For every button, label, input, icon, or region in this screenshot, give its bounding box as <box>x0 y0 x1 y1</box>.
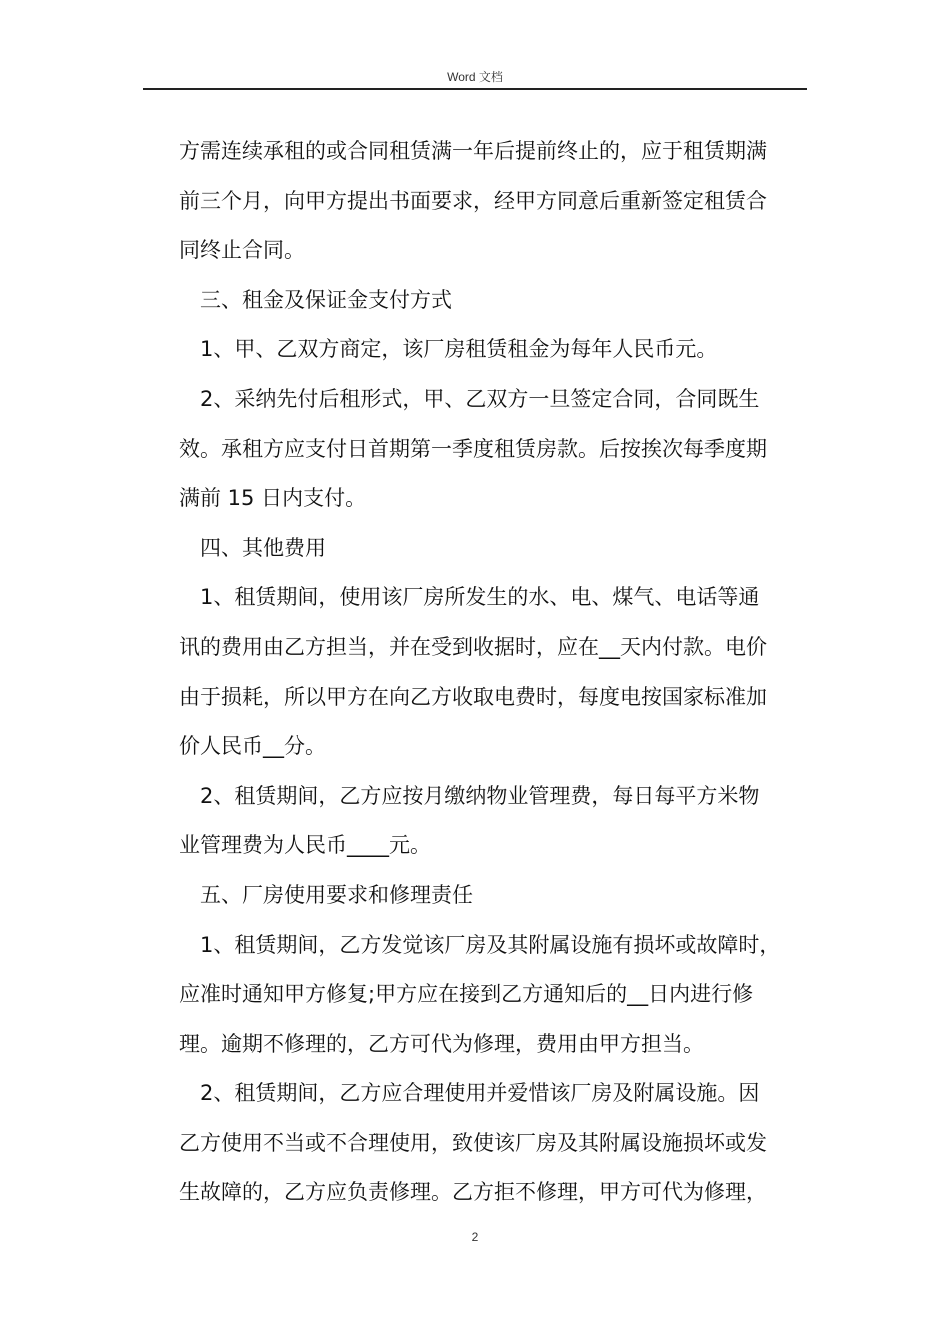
text-line: 前三个月，向甲方提出书面要求，经甲方同意后重新签定租赁合 <box>179 188 767 213</box>
text-line: 2、采纳先付后租形式，甲、乙双方一旦签定合同，合同既生 <box>179 386 760 411</box>
text-line: 业管理费为人民币____元。 <box>179 833 431 858</box>
text-line: 2、租赁期间，乙方应合理使用并爱惜该厂房及附属设施。因 <box>179 1081 760 1106</box>
text-line: 由于损耗，所以甲方在向乙方收取电费时，每度电按国家标准加 <box>179 684 767 709</box>
text-line: 效。承租方应支付日首期第一季度租赁房款。后按挨次每季度期 <box>179 436 767 461</box>
section-heading: 五、厂房使用要求和修理责任 <box>179 882 473 907</box>
text-line: 1、租赁期间，使用该厂房所发生的水、电、煤气、电话等通 <box>179 585 760 610</box>
text-line: 理。逾期不修理的，乙方可代为修理，费用由甲方担当。 <box>179 1031 704 1056</box>
page-number: 2 <box>471 1230 479 1244</box>
text-line: 应准时通知甲方修复;甲方应在接到乙方通知后的__日内进行修 <box>179 982 754 1007</box>
text-line: 2、租赁期间，乙方应按月缴纳物业管理费，每日每平方米物 <box>179 783 760 808</box>
text-line: 方需连续承租的或合同租赁满一年后提前终止的，应于租赁期满 <box>179 139 767 163</box>
text-line: 价人民币__分。 <box>179 734 326 759</box>
text-line: 同终止合同。 <box>179 238 305 263</box>
page-header <box>143 66 807 90</box>
text-line: 乙方使用不当或不合理使用，致使该厂房及其附属设施损坏或发 <box>179 1130 767 1155</box>
document-body <box>179 127 809 1218</box>
header-title: Word 文档 <box>447 70 503 84</box>
text-line: 满前 15 日内支付。 <box>179 486 367 511</box>
text-line: 1、甲、乙双方商定，该厂房租赁租金为每年人民币元。 <box>179 337 718 362</box>
section-heading: 四、其他费用 <box>179 535 326 560</box>
text-line: 讯的费用由乙方担当，并在受到收据时，应在__天内付款。电价 <box>179 634 767 659</box>
section-heading: 三、租金及保证金支付方式 <box>179 287 452 312</box>
text-line: 1、租赁期间，乙方发觉该厂房及其附属设施有损坏或故障时， <box>179 932 781 957</box>
text-line: 生故障的，乙方应负责修理。乙方拒不修理，甲方可代为修理， <box>179 1180 767 1205</box>
